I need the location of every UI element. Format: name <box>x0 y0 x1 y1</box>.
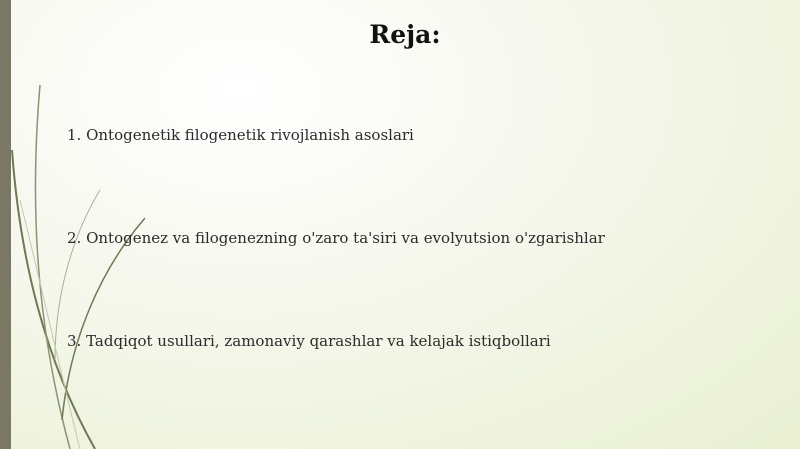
plan-item-3: 3. Tadqiqot usullari, zamonaviy qarashlar va kelajak istiqbollari <box>67 332 551 350</box>
slide-title: Reja: <box>369 20 441 49</box>
plan-item-2: 2. Ontogenez va filogenezning o'zaro ta'siri va evolyutsion o'zgarishlar <box>67 229 605 247</box>
grass-stems-decoration <box>0 0 200 449</box>
plan-item-1: 1. Ontogenetik filogenetik rivojlanish asoslari <box>67 126 414 144</box>
